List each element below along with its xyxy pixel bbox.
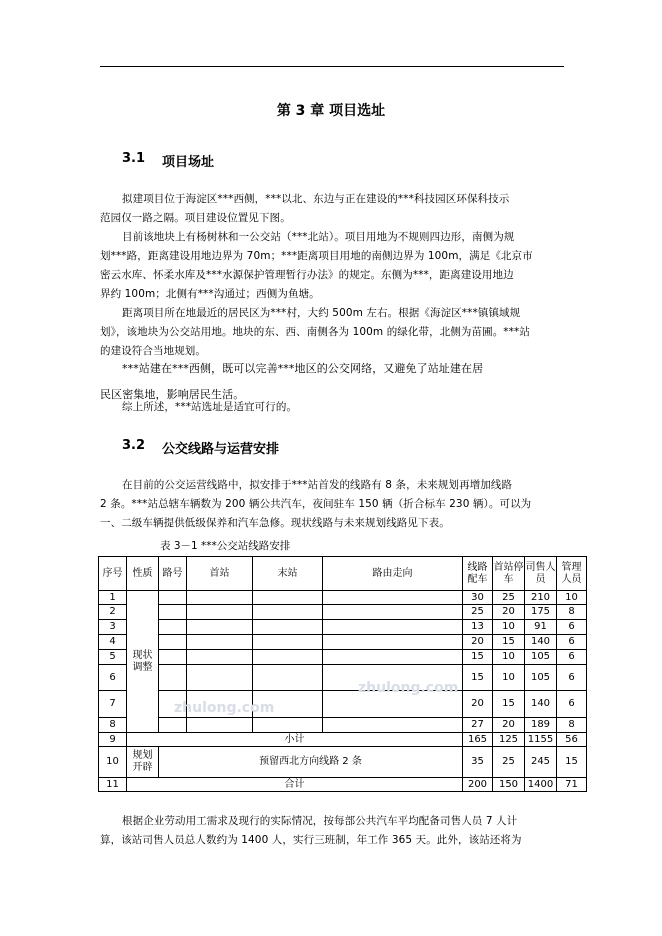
cell-mgr: 6 [557, 650, 587, 665]
paragraph-site [100, 228, 566, 304]
empty-cell [159, 718, 187, 733]
text-line: 范园仅一路之隔。项目建设位置见下图。 [100, 212, 291, 224]
cell-cars: 15 [463, 650, 493, 665]
row-number: 10 [99, 747, 127, 778]
header-cell: 序号 [99, 557, 127, 591]
paragraph-residential [100, 304, 566, 361]
empty-cell [253, 605, 323, 620]
cell-park: 10 [493, 650, 525, 665]
text-line: 的建设符合当地规划。 [100, 345, 206, 357]
watermark: zhulong.com [358, 680, 459, 696]
text-line: 根据企业劳动用工需求及现行的实际情况，按每部公共汽车平均配备司售人员 7 人计 [122, 815, 518, 827]
empty-cell [253, 650, 323, 665]
paragraph-staffing [100, 812, 566, 850]
cell-crew: 189 [525, 718, 557, 733]
row-number: 4 [99, 635, 127, 650]
text-line: 2 条。***站总辖车辆数为 200 辆公共汽车，夜间驻车 150 辆（折合标车 230 辆）。可以为 [100, 498, 532, 510]
subtotal-label: 小计 [127, 733, 463, 747]
paragraph-conclusion [100, 398, 566, 417]
cell-mgr: 71 [557, 778, 587, 792]
table-row [99, 605, 587, 620]
table-row [99, 591, 587, 605]
text-line: 界约 100m；北侧有***沟通过；西侧为鱼塘。 [100, 288, 320, 300]
text-line: 划》，该地块为公交站用地。地块的东、西、南侧各为 100m 的绿化带，北侧为苗圃。***站 [100, 326, 530, 338]
header-cell: 线路配车 [463, 557, 493, 591]
text-line: 拟建项目位于海淀区***西侧，***以北、东边与正在建设的***科技园区环保科技示 [122, 193, 510, 205]
text-line: 民区密集地，影响居民生活。 [100, 388, 245, 401]
cell-crew: 140 [525, 691, 557, 718]
cell-park: 125 [493, 733, 525, 747]
table-row [99, 650, 587, 665]
subtotal-row [99, 733, 587, 747]
route-table [98, 556, 587, 792]
cell-park: 10 [493, 620, 525, 635]
cell-cars: 20 [463, 691, 493, 718]
text-line: 划***路，距离建设用地边界为 70m；***距离项目用地的南侧边界为 100m，满足《北京市 [100, 250, 533, 262]
paragraph-location [100, 190, 566, 228]
cell-cars: 165 [463, 733, 493, 747]
empty-cell [159, 635, 187, 650]
row-number: 1 [99, 591, 127, 605]
row-number: 11 [99, 778, 127, 792]
table-caption: 表 3－1 ***公交站线路安排 [160, 540, 291, 552]
row-number: 5 [99, 650, 127, 665]
text-line: 算，该站司售人员总人数约为 1400 人，实行三班制，年工作 365 天。此外，该站还将为 [100, 834, 522, 846]
row-number: 8 [99, 718, 127, 733]
section-heading-3-2 [122, 438, 422, 457]
cell-mgr: 8 [557, 718, 587, 733]
cell-crew: 245 [525, 747, 557, 778]
empty-cell [323, 650, 463, 665]
empty-cell [253, 591, 323, 605]
text-line: 综上所述，***站选址是适宜可行的。 [122, 401, 298, 413]
cell-mgr: 15 [557, 747, 587, 778]
empty-cell [253, 718, 323, 733]
cell-crew: 1155 [525, 733, 557, 747]
cell-park: 10 [493, 665, 525, 691]
text-line: 距离项目所在地最近的居民区为***村，大约 500m 左右。根据《海淀区***镇镇域规 [122, 307, 521, 319]
cell-park: 15 [493, 635, 525, 650]
cell-park: 20 [493, 605, 525, 620]
cell-crew: 91 [525, 620, 557, 635]
cell-cars: 15 [463, 665, 493, 691]
table-row [99, 718, 587, 733]
cell-cars: 27 [463, 718, 493, 733]
cell-park: 15 [493, 691, 525, 718]
total-label: 合计 [127, 778, 463, 792]
cell-park: 20 [493, 718, 525, 733]
text-line: 一、二级车辆提供低级保养和汽车急修。现状线路与未来规划线路见下表。 [100, 517, 450, 529]
cell-crew: 210 [525, 591, 557, 605]
cell-crew: 105 [525, 650, 557, 665]
section-heading-3-1 [122, 151, 322, 170]
table-row [99, 691, 587, 718]
empty-cell [323, 591, 463, 605]
empty-cell [187, 665, 253, 691]
empty-cell [159, 665, 187, 691]
empty-cell [187, 635, 253, 650]
cell-cars: 35 [463, 747, 493, 778]
group-label-plan: 规划开辟 [127, 747, 159, 778]
table-header-row [99, 557, 587, 591]
text-line: 在目前的公交运营线路中，拟安排于***站首发的线路有 8 条，未来规划再增加线路 [122, 479, 513, 491]
empty-cell [323, 605, 463, 620]
empty-cell [159, 650, 187, 665]
cell-crew: 105 [525, 665, 557, 691]
empty-cell [187, 605, 253, 620]
empty-cell [253, 665, 323, 691]
cell-crew: 175 [525, 605, 557, 620]
section-title: 项目场址 [162, 155, 215, 170]
cell-mgr: 8 [557, 605, 587, 620]
cell-cars: 25 [463, 605, 493, 620]
header-cell: 首站停车 [493, 557, 525, 591]
empty-cell [323, 718, 463, 733]
plan-description: 预留西北方向线路 2 条 [159, 747, 463, 778]
row-number: 3 [99, 620, 127, 635]
watermark: zhulong.com [174, 700, 275, 716]
cell-mgr: 6 [557, 620, 587, 635]
plan-row [99, 747, 587, 778]
header-cell: 末站 [253, 557, 323, 591]
cell-cars: 200 [463, 778, 493, 792]
section-number: 3.2 [122, 438, 146, 453]
row-number: 6 [99, 665, 127, 691]
header-cell: 首站 [187, 557, 253, 591]
header-cell: 性质 [127, 557, 159, 591]
cell-cars: 20 [463, 635, 493, 650]
paragraph-routes [100, 476, 566, 533]
cell-mgr: 6 [557, 691, 587, 718]
empty-cell [187, 650, 253, 665]
cell-crew: 140 [525, 635, 557, 650]
empty-cell [187, 718, 253, 733]
header-cell: 路号 [159, 557, 187, 591]
cell-park: 25 [493, 591, 525, 605]
chapter-title: 第 3 章 项目选址 [276, 103, 386, 119]
table-row [99, 665, 587, 691]
row-number: 7 [99, 691, 127, 718]
empty-cell [253, 620, 323, 635]
empty-cell [159, 605, 187, 620]
group-label-current: 现状调整 [127, 591, 159, 733]
cell-mgr: 6 [557, 665, 587, 691]
row-number: 9 [99, 733, 127, 747]
empty-cell [253, 635, 323, 650]
header-cell: 司售人员 [525, 557, 557, 591]
empty-cell [323, 620, 463, 635]
text-line: ***站建在***西侧，既可以完善***地区的公交网络，又避免了站址建在居 [122, 362, 484, 375]
empty-cell [187, 591, 253, 605]
cell-cars: 30 [463, 591, 493, 605]
table-row [99, 620, 587, 635]
cell-mgr: 10 [557, 591, 587, 605]
text-line: 密云水库、怀柔水库及***水源保护管理暂行办法》的规定。东侧为***，距离建设用地边 [100, 269, 514, 281]
total-row [99, 778, 587, 792]
table-row [99, 635, 587, 650]
cell-mgr: 6 [557, 635, 587, 650]
empty-cell [159, 620, 187, 635]
cell-crew: 1400 [525, 778, 557, 792]
header-cell: 管理人员 [557, 557, 587, 591]
empty-cell [159, 591, 187, 605]
header-cell: 路由走向 [323, 557, 463, 591]
cell-cars: 13 [463, 620, 493, 635]
empty-cell [323, 635, 463, 650]
header-rule [100, 66, 564, 67]
cell-park: 25 [493, 747, 525, 778]
row-number: 2 [99, 605, 127, 620]
cell-mgr: 56 [557, 733, 587, 747]
cell-park: 150 [493, 778, 525, 792]
text-line: 目前该地块上有杨树林和一公交站（***北站）。项目用地为不规则四边形，南侧为规 [122, 231, 515, 243]
empty-cell [187, 620, 253, 635]
section-title: 公交线路与运营安排 [162, 442, 280, 457]
section-number: 3.1 [122, 151, 146, 166]
